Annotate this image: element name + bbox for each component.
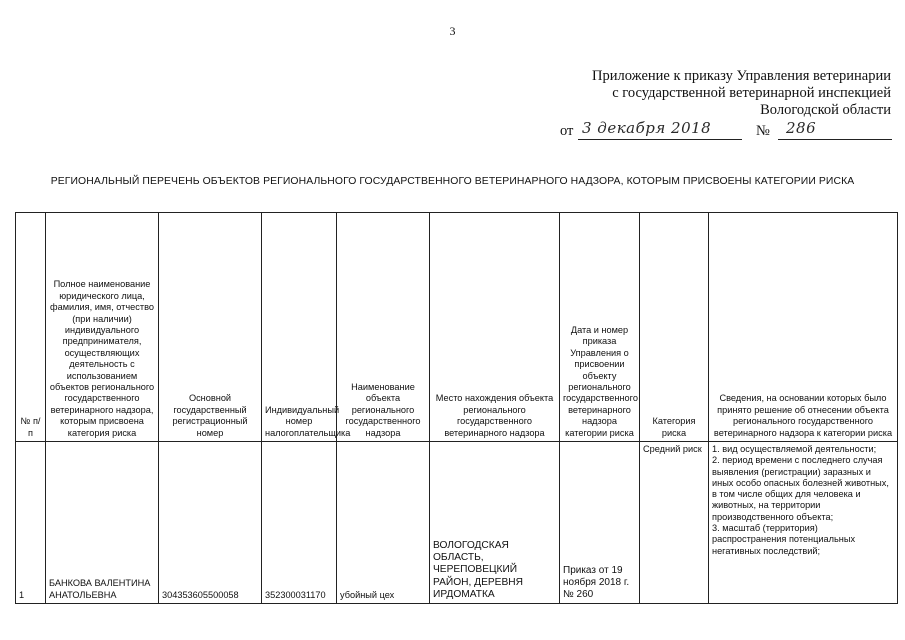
- document-title: РЕГИОНАЛЬНЫЙ ПЕРЕЧЕНЬ ОБЪЕКТОВ РЕГИОНАЛЬНОГО ГОСУДАРСТВЕННОГО ВЕТЕРИНАРНОГО НАДЗОРА, КОТОРЫМ ПРИСВОЕНЫ КАТЕГОРИИ РИСКА: [50, 176, 855, 187]
- appendix-line-1: Приложение к приказу Управления ветеринарии: [592, 68, 891, 84]
- table-header-row: [16, 213, 898, 442]
- header-order: Дата и номер приказа Управления о присвоении объекту регионального государственного ветеринарного надзора категории риска: [560, 213, 640, 442]
- header-location: Место нахождения объекта регионального государственного ветеринарного надзора: [430, 213, 560, 442]
- header-risk-category: Категория риска: [640, 213, 709, 442]
- number-underline: [778, 139, 892, 140]
- appendix-line-3: Вологодской области: [760, 102, 891, 118]
- cell-location: ВОЛОГОДСКАЯ ОБЛАСТЬ, ЧЕРЕПОВЕЦКИЙ РАЙОН, ДЕРЕВНЯ ИРДОМАТКА: [430, 442, 560, 604]
- page-number: 3: [449, 24, 456, 38]
- cell-risk-category: Средний риск: [640, 442, 709, 604]
- cell-inn: 352300031170: [262, 442, 337, 604]
- basis-item-3: 3. масштаб (территория) распространения потенциальных негативных последствий;: [712, 523, 856, 556]
- header-basis: Сведения, на основании которых было принято решение об отнесении объекта регионального государственного ветеринарного надзора к категории риска: [709, 213, 898, 442]
- basis-item-2: 2. период времени с последнего случая выявления (регистрации) заразных и иных особо опасных болезней животных, в том числе общих для человека и животных, на территории производственного объекта;: [712, 455, 889, 522]
- date-underline: [578, 139, 742, 140]
- cell-object-name: убойный цех: [337, 442, 430, 604]
- cell-entity-name: БАНКОВА ВАЛЕНТИНА АНАТОЛЬЕВНА: [46, 442, 159, 604]
- order-date-number-line: [560, 121, 892, 141]
- risk-category-table: [15, 212, 898, 604]
- handwritten-number: 286: [786, 119, 817, 137]
- appendix-header: [592, 68, 891, 119]
- header-object-name: Наименование объекта регионального государственного надзора: [337, 213, 430, 442]
- number-label: №: [756, 123, 770, 139]
- cell-ogrn: 304353605500058: [159, 442, 262, 604]
- header-ogrn: Основной государственный регистрационный номер: [159, 213, 262, 442]
- handwritten-date: 3 декабря 2018: [582, 119, 712, 137]
- cell-number: 1: [16, 442, 46, 604]
- table-row: [16, 442, 898, 604]
- cell-order: Приказ от 19 ноября 2018 г. № 260: [560, 442, 640, 604]
- header-entity-name: Полное наименование юридического лица, фамилия, имя, отчество (при наличии) индивидуального предпринимателя, осуществляющих деятельность с использованием объектов регионального государственного ветеринарного надзора, которым присвоена категория риска: [46, 213, 159, 442]
- basis-item-1: 1. вид осуществляемой деятельности;: [712, 444, 877, 454]
- cell-basis: [709, 442, 898, 604]
- header-number: № п/п: [16, 213, 46, 442]
- from-label: от: [560, 123, 574, 139]
- header-inn: Индивидуальный номер налогоплательщика: [262, 213, 337, 442]
- appendix-line-2: с государственной ветеринарной инспекцией: [612, 85, 891, 101]
